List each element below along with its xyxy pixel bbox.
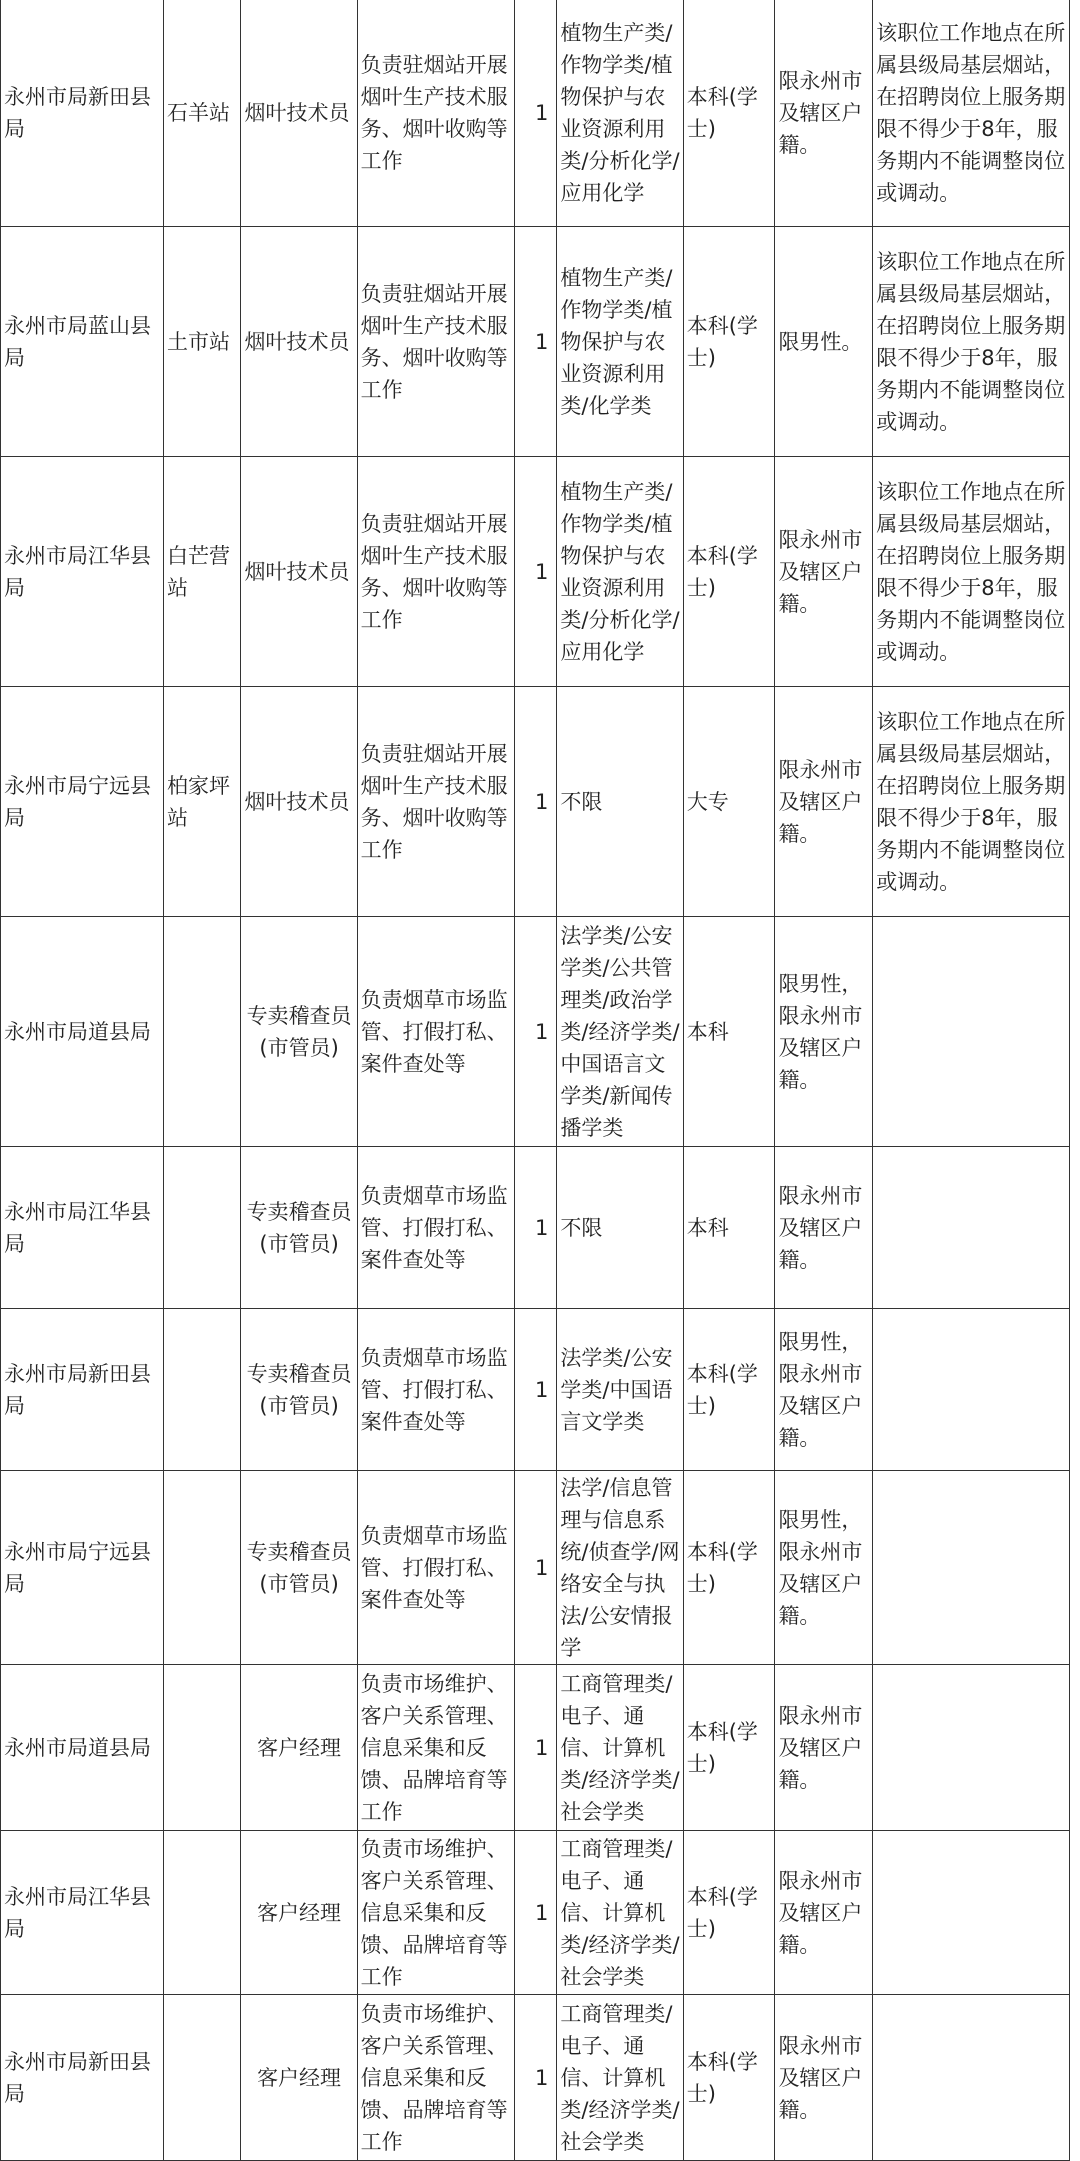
count-cell <box>514 1665 557 1831</box>
position-cell <box>241 1995 357 2161</box>
education-cell <box>683 1665 775 1831</box>
position-cell-text: 烟叶技术员 <box>244 100 350 125</box>
note-cell <box>873 1831 1070 1995</box>
major-cell-text: 法学类/公安学类/中国语言文学类 <box>560 1345 673 1434</box>
table-row <box>1 1471 1070 1665</box>
count-cell-text: 1 <box>535 1377 549 1402</box>
requirement-cell <box>775 457 873 687</box>
table-row <box>1 457 1070 687</box>
duties-cell <box>357 1471 514 1665</box>
station-cell <box>164 457 241 687</box>
duties-cell-text: 负责烟草市场监管、打假打私、案件查处等 <box>360 1523 508 1612</box>
count-cell-text: 1 <box>535 100 549 125</box>
position-cell-text: 客户经理 <box>257 1900 342 1925</box>
requirement-cell-text: 限男性。 <box>778 329 863 354</box>
education-cell-text: 本科 <box>686 1019 729 1044</box>
major-cell-text: 不限 <box>560 1215 603 1240</box>
count-cell <box>514 687 557 917</box>
requirement-cell <box>775 687 873 917</box>
count-cell-text: 1 <box>535 1900 549 1925</box>
note-cell <box>873 687 1070 917</box>
requirement-cell-text: 限男性，限永州市及辖区户籍。 <box>778 971 863 1092</box>
requirement-cell-text: 限永州市及辖区户籍。 <box>778 1868 863 1957</box>
position-cell <box>241 917 357 1147</box>
education-cell <box>683 1995 775 2161</box>
major-cell-text: 植物生产类/作物学类/植物保护与农业资源利用类/分析化学/应用化学 <box>560 479 680 664</box>
education-cell <box>683 687 775 917</box>
position-cell-text: 专卖稽查员(市管员) <box>246 1539 352 1596</box>
major-cell <box>557 1471 683 1665</box>
unit-cell-text: 永州市局蓝山县局 <box>4 313 151 370</box>
count-cell <box>514 1471 557 1665</box>
major-cell-text: 植物生产类/作物学类/植物保护与农业资源利用类/化学类 <box>560 265 673 418</box>
major-cell <box>557 1309 683 1471</box>
requirement-cell-text: 限永州市及辖区户籍。 <box>778 1183 863 1272</box>
table-row <box>1 1995 1070 2161</box>
requirement-cell <box>775 1147 873 1309</box>
major-cell-text: 工商管理类/电子、通信、计算机类/经济学类/社会学类 <box>560 1836 680 1989</box>
position-cell <box>241 687 357 917</box>
education-cell <box>683 0 775 227</box>
count-cell <box>514 1147 557 1309</box>
position-cell <box>241 227 357 457</box>
table-body <box>1 0 1070 2161</box>
unit-cell <box>1 457 164 687</box>
unit-cell-text: 永州市局江华县局 <box>4 1884 151 1941</box>
unit-cell-text: 永州市局新田县局 <box>4 1361 151 1418</box>
position-cell <box>241 1665 357 1831</box>
count-cell <box>514 1995 557 2161</box>
table-row <box>1 687 1070 917</box>
requirement-cell <box>775 1665 873 1831</box>
unit-cell <box>1 917 164 1147</box>
requirement-cell <box>775 227 873 457</box>
count-cell <box>514 457 557 687</box>
duties-cell-text: 负责驻烟站开展烟叶生产技术服务、烟叶收购等工作 <box>360 281 508 402</box>
count-cell-text: 1 <box>535 1215 549 1240</box>
unit-cell-text: 永州市局新田县局 <box>4 2049 151 2106</box>
requirement-cell-text: 限男性，限永州市及辖区户籍。 <box>778 1507 863 1628</box>
position-cell-text: 烟叶技术员 <box>244 559 350 584</box>
duties-cell-text: 负责市场维护、客户关系管理、信息采集和反馈、品牌培育等工作 <box>360 1836 508 1989</box>
unit-cell <box>1 227 164 457</box>
unit-cell <box>1 1995 164 2161</box>
education-cell <box>683 1831 775 1995</box>
education-cell-text: 大专 <box>686 789 729 814</box>
note-cell <box>873 917 1070 1147</box>
unit-cell-text: 永州市局宁远县局 <box>4 773 151 830</box>
unit-cell <box>1 0 164 227</box>
unit-cell <box>1 1471 164 1665</box>
table-row <box>1 917 1070 1147</box>
major-cell-text: 不限 <box>560 789 603 814</box>
count-cell-text: 1 <box>535 789 549 814</box>
count-cell <box>514 227 557 457</box>
duties-cell <box>357 917 514 1147</box>
requirement-cell-text: 限男性，限永州市及辖区户籍。 <box>778 1329 863 1450</box>
position-cell <box>241 1309 357 1471</box>
position-cell-text: 专卖稽查员(市管员) <box>246 1199 352 1256</box>
requirement-cell <box>775 1831 873 1995</box>
education-cell <box>683 457 775 687</box>
unit-cell <box>1 1831 164 1995</box>
note-cell-text: 该职位工作地点在所属县级局基层烟站，在招聘岗位上服务期限不得少于8年，服务期内不能调整岗位或调动。 <box>876 479 1066 664</box>
duties-cell-text: 负责驻烟站开展烟叶生产技术服务、烟叶收购等工作 <box>360 52 508 173</box>
note-cell <box>873 1309 1070 1471</box>
requirement-cell-text: 限永州市及辖区户籍。 <box>778 757 863 846</box>
position-cell <box>241 1831 357 1995</box>
requirement-cell <box>775 1309 873 1471</box>
station-cell <box>164 917 241 1147</box>
unit-cell-text: 永州市局宁远县局 <box>4 1539 151 1596</box>
duties-cell <box>357 1995 514 2161</box>
position-cell-text: 烟叶技术员 <box>244 789 350 814</box>
unit-cell-text: 永州市局道县局 <box>4 1735 151 1760</box>
requirement-cell <box>775 0 873 227</box>
table-row <box>1 1147 1070 1309</box>
station-cell <box>164 1665 241 1831</box>
requirement-cell-text: 限永州市及辖区户籍。 <box>778 2033 863 2122</box>
note-cell <box>873 1665 1070 1831</box>
station-cell <box>164 227 241 457</box>
position-cell-text: 客户经理 <box>257 1735 342 1760</box>
table-row <box>1 227 1070 457</box>
major-cell-text: 工商管理类/电子、通信、计算机类/经济学类/社会学类 <box>560 1671 680 1824</box>
duties-cell-text: 负责烟草市场监管、打假打私、案件查处等 <box>360 1183 508 1272</box>
duties-cell <box>357 1147 514 1309</box>
duties-cell-text: 负责烟草市场监管、打假打私、案件查处等 <box>360 987 508 1076</box>
unit-cell-text: 永州市局江华县局 <box>4 1199 151 1256</box>
unit-cell <box>1 1665 164 1831</box>
position-cell <box>241 457 357 687</box>
note-cell <box>873 0 1070 227</box>
major-cell <box>557 1665 683 1831</box>
table-row <box>1 1831 1070 1995</box>
count-cell-text: 1 <box>535 2065 549 2090</box>
unit-cell-text: 永州市局道县局 <box>4 1019 151 1044</box>
count-cell-text: 1 <box>535 559 549 584</box>
duties-cell-text: 负责市场维护、客户关系管理、信息采集和反馈、品牌培育等工作 <box>360 1671 508 1824</box>
major-cell-text: 植物生产类/作物学类/植物保护与农业资源利用类/分析化学/应用化学 <box>560 20 680 205</box>
note-cell <box>873 457 1070 687</box>
note-cell-text: 该职位工作地点在所属县级局基层烟站，在招聘岗位上服务期限不得少于8年，服务期内不能调整岗位或调动。 <box>876 249 1066 434</box>
major-cell <box>557 687 683 917</box>
duties-cell <box>357 1309 514 1471</box>
major-cell <box>557 1831 683 1995</box>
station-cell <box>164 1309 241 1471</box>
duties-cell-text: 负责烟草市场监管、打假打私、案件查处等 <box>360 1345 508 1434</box>
position-cell <box>241 0 357 227</box>
duties-cell <box>357 687 514 917</box>
note-cell <box>873 227 1070 457</box>
table-row <box>1 1665 1070 1831</box>
education-cell <box>683 917 775 1147</box>
count-cell-text: 1 <box>535 1019 549 1044</box>
unit-cell-text: 永州市局江华县局 <box>4 543 151 600</box>
requirement-cell <box>775 1471 873 1665</box>
table-row <box>1 0 1070 227</box>
major-cell <box>557 1147 683 1309</box>
station-cell <box>164 0 241 227</box>
education-cell-text: 本科(学士) <box>686 84 758 141</box>
position-cell-text: 烟叶技术员 <box>244 329 350 354</box>
station-cell-text: 柏家坪站 <box>167 773 231 830</box>
duties-cell <box>357 457 514 687</box>
unit-cell <box>1 1309 164 1471</box>
major-cell-text: 工商管理类/电子、通信、计算机类/经济学类/社会学类 <box>560 2001 680 2154</box>
duties-cell <box>357 0 514 227</box>
education-cell <box>683 1147 775 1309</box>
education-cell-text: 本科(学士) <box>686 1539 758 1596</box>
table-row <box>1 1309 1070 1471</box>
major-cell <box>557 1995 683 2161</box>
education-cell-text: 本科(学士) <box>686 1719 758 1776</box>
position-cell-text: 专卖稽查员(市管员) <box>246 1003 352 1060</box>
count-cell <box>514 1309 557 1471</box>
education-cell <box>683 227 775 457</box>
station-cell-text: 白芒营站 <box>167 543 231 600</box>
education-cell-text: 本科(学士) <box>686 543 758 600</box>
station-cell-text: 土市站 <box>167 329 231 354</box>
major-cell <box>557 0 683 227</box>
station-cell <box>164 1995 241 2161</box>
note-cell-text: 该职位工作地点在所属县级局基层烟站，在招聘岗位上服务期限不得少于8年，服务期内不能调整岗位或调动。 <box>876 709 1066 894</box>
count-cell-text: 1 <box>535 1555 549 1580</box>
note-cell <box>873 1147 1070 1309</box>
station-cell-text: 石羊站 <box>167 100 231 125</box>
count-cell-text: 1 <box>535 1735 549 1760</box>
position-cell-text: 客户经理 <box>257 2065 342 2090</box>
major-cell <box>557 917 683 1147</box>
education-cell-text: 本科(学士) <box>686 1361 758 1418</box>
count-cell <box>514 917 557 1147</box>
station-cell <box>164 687 241 917</box>
position-cell-text: 专卖稽查员(市管员) <box>246 1361 352 1418</box>
requirement-cell <box>775 1995 873 2161</box>
requirement-cell <box>775 917 873 1147</box>
major-cell-text: 法学类/公安学类/公共管理类/政治学类/经济学类/中国语言文学类/新闻传播学类 <box>560 923 680 1140</box>
unit-cell-text: 永州市局新田县局 <box>4 84 151 141</box>
station-cell <box>164 1831 241 1995</box>
note-cell <box>873 1995 1070 2161</box>
unit-cell <box>1 687 164 917</box>
duties-cell-text: 负责驻烟站开展烟叶生产技术服务、烟叶收购等工作 <box>360 511 508 632</box>
requirement-cell-text: 限永州市及辖区户籍。 <box>778 1703 863 1792</box>
duties-cell-text: 负责市场维护、客户关系管理、信息采集和反馈、品牌培育等工作 <box>360 2001 508 2154</box>
count-cell <box>514 0 557 227</box>
position-cell <box>241 1471 357 1665</box>
duties-cell <box>357 1665 514 1831</box>
count-cell-text: 1 <box>535 329 549 354</box>
requirement-cell-text: 限永州市及辖区户籍。 <box>778 527 863 616</box>
major-cell <box>557 457 683 687</box>
education-cell <box>683 1309 775 1471</box>
note-cell-text: 该职位工作地点在所属县级局基层烟站，在招聘岗位上服务期限不得少于8年，服务期内不能调整岗位或调动。 <box>876 20 1066 205</box>
major-cell <box>557 227 683 457</box>
count-cell <box>514 1831 557 1995</box>
requirement-cell-text: 限永州市及辖区户籍。 <box>778 68 863 157</box>
station-cell <box>164 1471 241 1665</box>
note-cell <box>873 1471 1070 1665</box>
major-cell-text: 法学/信息管理与信息系统/侦查学/网络安全与执法/公安情报学 <box>560 1475 680 1660</box>
duties-cell-text: 负责驻烟站开展烟叶生产技术服务、烟叶收购等工作 <box>360 741 508 862</box>
position-cell <box>241 1147 357 1309</box>
education-cell-text: 本科(学士) <box>686 2049 758 2106</box>
duties-cell <box>357 1831 514 1995</box>
station-cell <box>164 1147 241 1309</box>
education-cell-text: 本科(学士) <box>686 313 758 370</box>
duties-cell <box>357 227 514 457</box>
unit-cell <box>1 1147 164 1309</box>
education-cell-text: 本科 <box>686 1215 729 1240</box>
education-cell <box>683 1471 775 1665</box>
education-cell-text: 本科(学士) <box>686 1884 758 1941</box>
